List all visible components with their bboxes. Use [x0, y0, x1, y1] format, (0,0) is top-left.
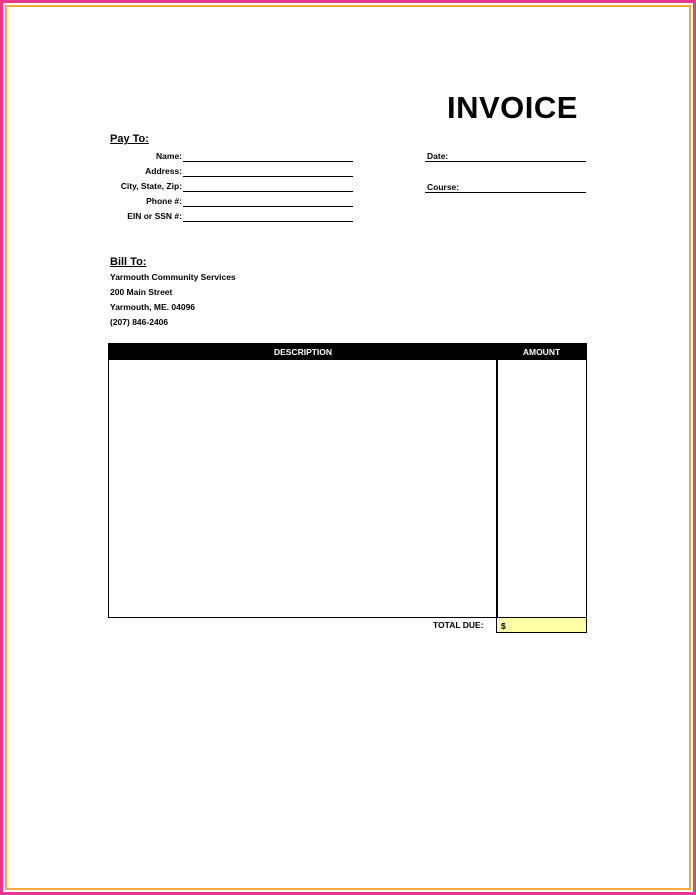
pay-to-phone-label: Phone #: — [146, 196, 182, 206]
course-field[interactable] — [425, 192, 586, 193]
pay-to-phone-row — [110, 196, 182, 210]
pay-to-name-label: Name: — [156, 151, 182, 161]
column-divider — [496, 360, 498, 617]
line-items-table — [108, 343, 587, 618]
invoice-title: INVOICE — [447, 90, 578, 125]
pay-to-address-label: Address: — [145, 166, 182, 176]
course-label: Course: — [427, 182, 460, 192]
bill-to-heading: Bill To: — [110, 256, 147, 268]
pay-to-phone-field[interactable] — [183, 206, 353, 207]
bill-to-city: Yarmouth, ME. 04096 — [110, 302, 196, 312]
column-header-amount: AMOUNT — [522, 347, 561, 357]
pay-to-city-field[interactable] — [183, 191, 353, 192]
bill-to-name: Yarmouth Community Services — [110, 272, 236, 282]
date-field[interactable] — [425, 161, 586, 162]
pay-to-heading: Pay To: — [110, 133, 149, 145]
table-header-row — [109, 344, 586, 360]
pay-to-name-row — [110, 151, 182, 165]
bill-to-street: 200 Main Street — [110, 287, 173, 297]
pay-to-name-field[interactable] — [183, 161, 353, 162]
bill-to-phone: (207) 846-2406 — [110, 317, 169, 327]
currency-symbol: $ — [501, 621, 506, 631]
pay-to-ein-label: EIN or SSN #: — [127, 211, 182, 221]
pay-to-address-row — [110, 166, 182, 180]
pay-to-ein-field[interactable] — [183, 221, 353, 222]
total-due-field[interactable] — [496, 617, 587, 633]
column-header-description: DESCRIPTION — [273, 347, 333, 357]
pay-to-city-row — [110, 181, 182, 195]
total-due-label: TOTAL DUE: — [433, 620, 484, 630]
pay-to-ein-row — [110, 211, 182, 225]
pay-to-city-label: City, State, Zip: — [120, 181, 182, 191]
pay-to-address-field[interactable] — [183, 176, 353, 177]
date-label: Date: — [427, 151, 449, 161]
